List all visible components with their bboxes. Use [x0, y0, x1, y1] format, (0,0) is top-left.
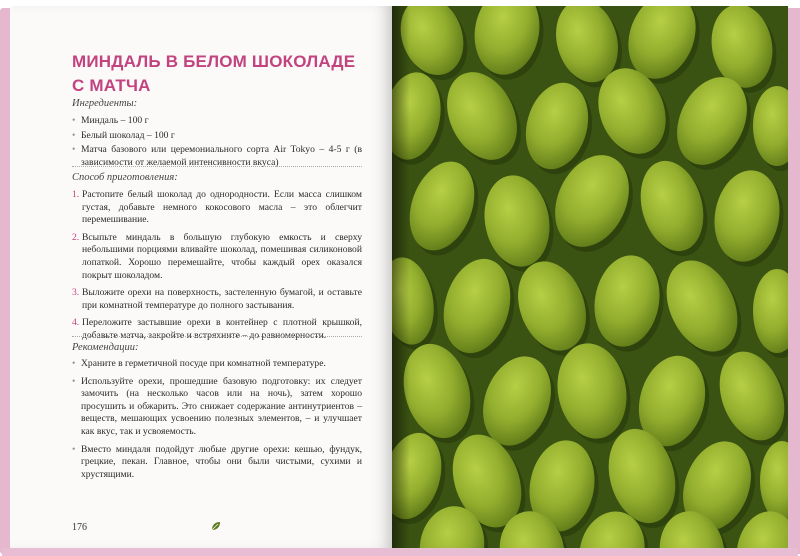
list-item: • Вместо миндаля подойдут любые другие орехи: кешью, фундук, грецкие, пекан. Главное, чтобы они были чистыми, сухими и хрустящими.: [72, 443, 362, 480]
steps-list: [72, 189, 362, 348]
divider: [72, 166, 362, 167]
list-item: 2. Всыпьте миндаль в большую глубокую емкость и сверху небольшими порциями вливайте шоколад, помешивая силиконовой лопаткой. Хорошо перемешайте, чтобы каждый орех оказался покрыт шоколадом.: [72, 231, 362, 281]
list-item: • Матча базового или церемониального сорта Air Tokyo – 4-5 г (в зависимости от желаемой интенсивности вкуса): [72, 144, 362, 168]
recipe-title: МИНДАЛЬ В БЕЛОМ ШОКОЛАДЕ С МАТЧА: [72, 52, 356, 95]
page-number: 176: [72, 522, 87, 533]
left-page: [10, 6, 392, 548]
matcha-almonds-photo: [392, 6, 788, 548]
tips-list: [72, 358, 362, 486]
book-cover-edge-left: [0, 8, 10, 554]
ingredients-list: [72, 115, 362, 171]
book-cover-edge-right: [788, 8, 800, 554]
book-cover-edge-bottom: [2, 548, 798, 556]
tips-label: Рекомендации:: [72, 342, 139, 353]
leaf-icon: [210, 520, 222, 532]
list-item: 1. Растопите белый шоколад до однородности. Если масса слишком густая, добавьте немного кокосового масла – это облегчит перемешивание.: [72, 189, 362, 226]
divider: [72, 336, 362, 337]
list-item: • Используйте орехи, прошедшие базовую подготовку: их следует замочить (на несколько часов или на ночь), затем хорошо просушить и обжарить. Это снижает содержание антинутриентов – веществ, мешающих усвоению полезных элементов, – и улучшает как вкус, так и усвояемость.: [72, 375, 362, 437]
list-item: • Храните в герметичной посуде при комнатной температуре.: [72, 358, 326, 369]
method-label: Способ приготовления:: [72, 172, 178, 183]
list-item: • Белый шоколад – 100 г: [72, 129, 175, 141]
ingredients-label: Ингредиенты:: [72, 98, 138, 109]
list-item: • Миндаль – 100 г: [72, 115, 149, 126]
list-item: 3. Выложите орехи на поверхность, застеленную бумагой, и оставьте при комнатной температуре до полного застывания.: [72, 287, 362, 311]
right-page-photo: [392, 6, 788, 548]
list-item: 4. Переложите застывшие орехи в контейнер с плотной крышкой, добавьте матча, закройте и встряхните – до равномерности.: [72, 317, 362, 341]
